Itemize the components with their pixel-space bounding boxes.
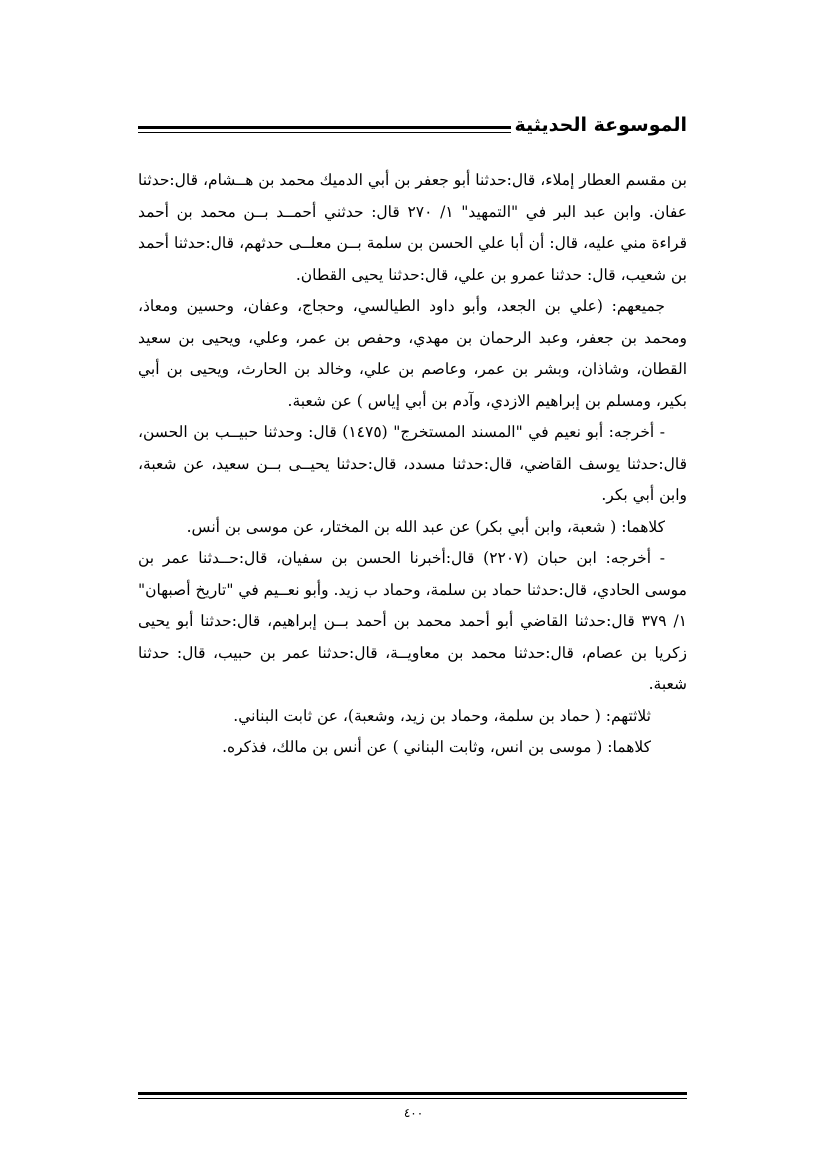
paragraph: بن مقسم العطار إملاء، قال:حدثنا أبو جعفر بن أبي الدميك محمد بن هــشام، قال:حدثنا عفان. وابن عبد البر في "التمهيد" ١/ ٢٧٠ قال: حدثني أحمــد بــن محمد بن أحمد قراءة مني عليه، قال: أن أبا علي الحسن بن سلمة بــن معلــى حدثهم، قال:حدثنا أحمد بن شعيب، قال: حدثنا عمرو بن علي، قال:حدثنا يحيى القطان.	[138, 171, 687, 284]
header-rule	[138, 126, 511, 129]
footer-rule-thin	[138, 1098, 687, 1099]
paragraph: كلاهما: ( شعبة، وابن أبي بكر) عن عبد الله بن المختار، عن موسى بن أنس.	[186, 517, 665, 536]
paragraph: كلاهما: ( موسى بن انس، وثابت البناني ) عن أنس بن مالك، فذكره.	[222, 738, 651, 756]
paragraph: - أخرجه: ابن حبان (٢٢٠٧) قال:أخبرنا الحسن بن سفيان، قال:حــدثنا عمر بن موسى الحادي، قال:حدثنا حماد بن سلمة، وحماد ب زيد. وأبو نعــيم في "تاريخ أصبهان" ١/ ٣٧٩ قال:حدثنا القاضي أبو أحمد محمد بن أحمد بــن إبراهيم، قال:حدثنا أبو يحيى زكريا بن عصام، قال:حدثنا محمد بن معاويــة، قال:حدثنا عمر بن حبيب، قال: حدثنا شعبة.	[138, 549, 687, 693]
book-title: الموسوعة الحديثية	[514, 114, 687, 136]
page-header	[138, 112, 687, 142]
page-number: ٤٠٠	[403, 1106, 424, 1120]
page-body	[138, 165, 687, 764]
paragraph: - أخرجه: أبو نعيم في "المسند المستخرج" (١٤٧٥) قال: وحدثنا حبيــب بن الحسن، قال:حدثنا يوسف القاضي، قال:حدثنا مسدد، قال:حدثنا يحيــى بــن سعيد، عن شعبة، وابن أبي بكر.	[138, 423, 687, 504]
paragraph: ثلاثتهم: ( حماد بن سلمة، وحماد بن زيد، وشعبة)، عن ثابت البناني.	[233, 706, 651, 725]
paragraph: جميعهم: (علي بن الجعد، وأبو داود الطيالسي، وحجاج، وعفان، وحسين ومعاذ، ومحمد بن جعفر، وعبد الرحمان بن مهدي، وحفص بن عمر، وعلي، ويحيى بن سعيد القطان، وشاذان، وبشر بن عمر، وعاصم بن علي، وخالد بن الحارث، ويحيى بن أبي بكير، ومسلم بن إبراهيم الازدي، وآدم بن أبي إياس ) عن شعبة.	[138, 297, 687, 410]
footer-rule	[138, 1092, 687, 1095]
